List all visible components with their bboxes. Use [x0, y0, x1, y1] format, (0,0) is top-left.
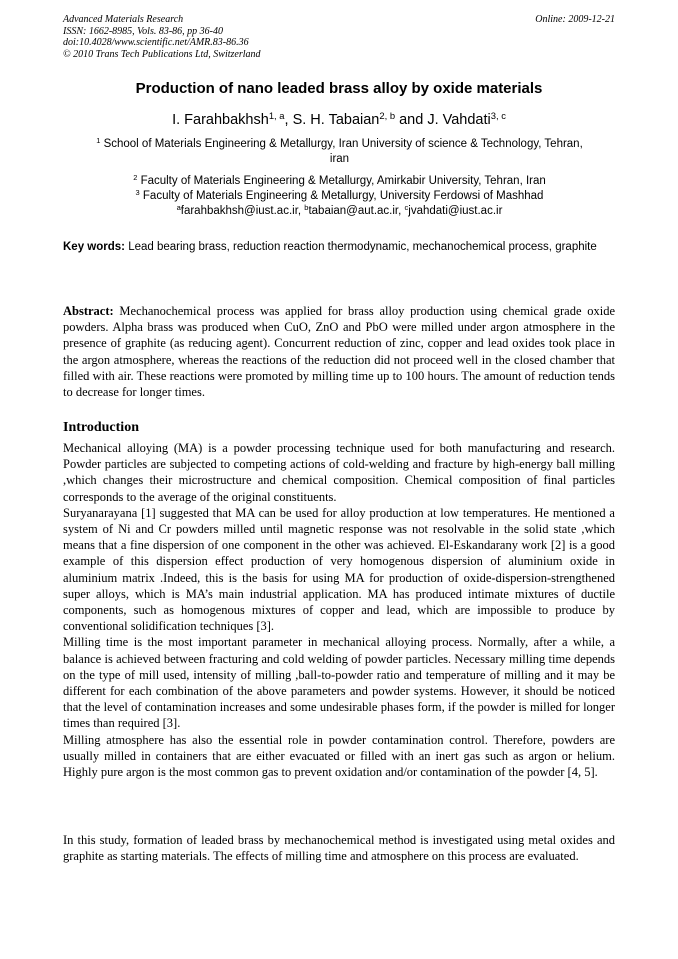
journal-header [63, 14, 615, 60]
affiliation-text: iran [329, 153, 350, 165]
abstract [63, 303, 615, 400]
author-list [0, 109, 678, 128]
journal-copyright: © 2010 Trans Tech Publications Ltd, Switzerland [63, 48, 261, 60]
email-sup: c [404, 202, 409, 212]
author-name: I. Farahbakhsh [172, 112, 269, 128]
keywords [63, 240, 615, 254]
journal-doi: doi:10.4028/www.scientific.net/AMR.83-86.36 [63, 37, 249, 48]
affiliation-2-3 [62, 174, 617, 219]
abstract-label: Abstract: [63, 304, 114, 318]
section-heading-introduction: Introduction [63, 420, 139, 435]
abstract-text: Mechanochemical process was applied for brass alloy production using chemical grade oxide powders. Alpha brass was produced when CuO, ZnO and PbO were milled under argon atmosphere in the presence of graphite (as reducing agent). Concurrent reduction of zinc, copper and lead oxides took place in the argon atmosphere, whereas the reactions of the reduction did not proceed well in the closed chamber that filled with air. These reactions were promoted by milling time up to 100 hours. The amount of reduction tends to decrease for longer times. [63, 304, 615, 400]
affiliation-number: 3 [135, 187, 140, 197]
author-sup: 3, c [490, 109, 506, 121]
author-sup: 1, a [268, 109, 285, 121]
paper-title: Production of nano leaded brass alloy by oxide materials [135, 80, 543, 97]
email-c: jvahdati@iust.ac.ir [408, 205, 503, 217]
affiliation-text: School of Materials Engineering & Metallurgy, Iran University of science & Technology, Tehran, [103, 138, 583, 150]
paragraph: Milling atmosphere has also the essential role in powder contamination control. Therefore, powders are usually milled in containers that are either evacuated or filled with an inert gas such as argon or helium. Highly pure argon is the most common gas to prevent oxidation and/or contamination of the powder [4, 5]. [63, 732, 615, 780]
email-sup: a [176, 202, 181, 212]
affiliation-text: Faculty of Materials Engineering & Metallurgy, Amirkabir University, Tehran, Iran [140, 175, 546, 187]
email-line [62, 204, 617, 219]
keywords-label: Key words: [63, 241, 125, 253]
online-date: Online: 2009-12-21 [535, 14, 615, 25]
author-name: J. Vahdati [427, 112, 491, 128]
journal-issn: ISSN: 1662-8985, Vols. 83-86, pp 36-40 [63, 25, 223, 37]
affiliation-text: Faculty of Materials Engineering & Metallurgy, University Ferdowsi of Mashhad [142, 190, 544, 202]
email-a: farahbakhsh@iust.ac.ir, [180, 205, 305, 217]
affiliation-number: 1 [96, 135, 101, 145]
paragraph: In this study, formation of leaded brass by mechanochemical method is investigated using metal oxides and graphite as starting materials. The effects of milling time and atmosphere on this process are evaluated. [63, 833, 615, 864]
author-name: S. H. Tabaian [292, 112, 380, 128]
paragraph: Mechanical alloying (MA) is a powder processing technique used for both manufacturing and research. Powder particles are subjected to competing actions of cold-welding and fracture by high-energy ball milling ,which changes their microstructure and chemical composition. Chemical composition of final particles corresponds to the average of the original constituents. [63, 441, 615, 504]
paragraph: Milling time is the most important parameter in mechanical alloying process. Normally, after a while, a balance is achieved between fracturing and cold welding of powder particles. Necessary milling time depends on the type of mill used, intensity of milling ,ball-to-powder ratio and temperature of milling and it may be different for each combination of the above parameters and powder systems. However, it should be noticed that the level of contamination increases and some undesirable phases form, if the powder is milled for longer times than required [3]. [63, 635, 615, 731]
affiliation-1 [62, 137, 617, 167]
email-sup: b [304, 202, 309, 212]
affiliation-number: 2 [133, 172, 138, 182]
author-separator: and [395, 112, 428, 128]
paragraph: Suryanarayana [1] suggested that MA can be used for alloy production at low temperatures. He mentioned a system of Ni and Cr powders milled until magnetic response was not resolvable in the solid state ,which means that a fine dispersion of one component in the other was achieved. El-Eskandarany work [2] is a good example of this dispersion effect production of very homogenous dispersion of aluminium oxide in aluminium matrix .Indeed, this is the basis for using MA for production of oxide-dispersion-strengthened super alloys, which is MA’s main industrial application. MA has produced intimate mixtures of ductile components, such as homogenous mixtures of copper and lead, which are impossible to produce by conventional solidification techniques [3]. [63, 505, 615, 634]
email-b: tabaian@aut.ac.ir, [308, 205, 405, 217]
keywords-text: Lead bearing brass, reduction reaction thermodynamic, mechanochemical process, graphite [125, 241, 597, 253]
author-sup: 2, b [379, 109, 396, 121]
journal-name: Advanced Materials Research [63, 14, 184, 25]
introduction-body [63, 440, 615, 780]
introduction-final-paragraph [63, 832, 615, 864]
author-separator: , [284, 112, 293, 128]
